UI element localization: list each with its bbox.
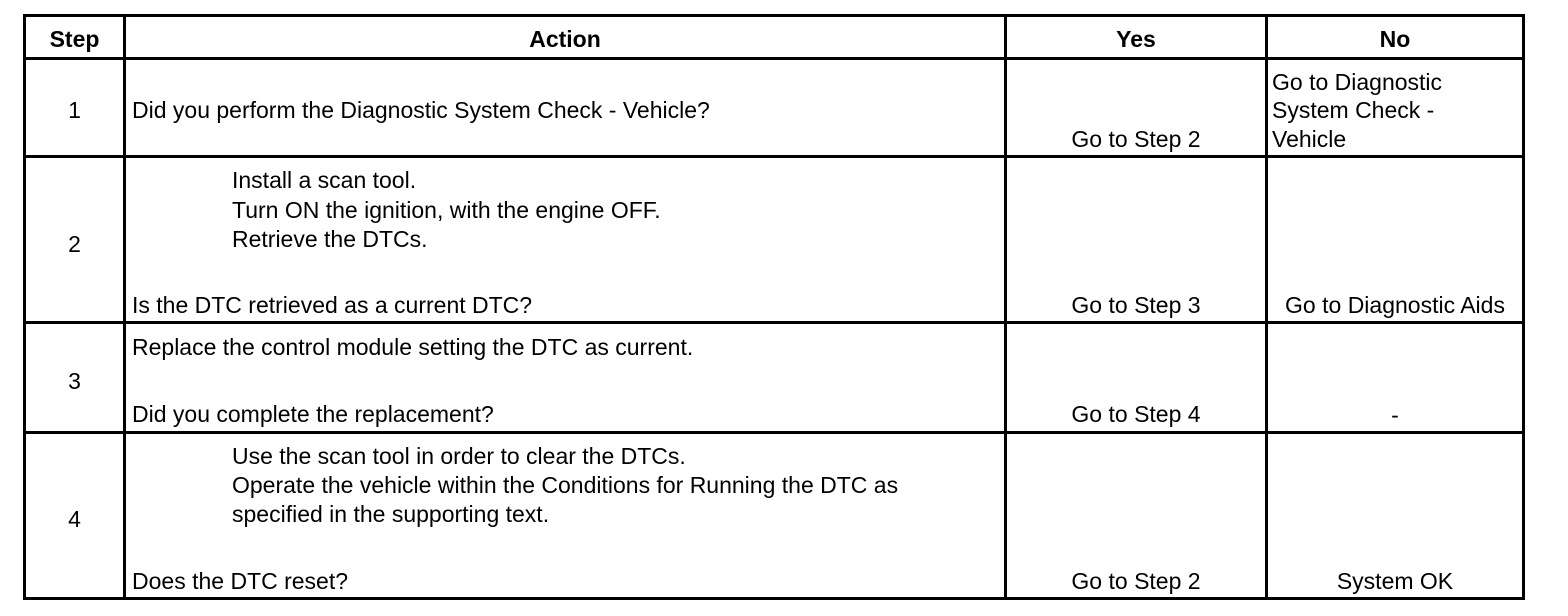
action-question: Is the DTC retrieved as a current DTC?	[132, 292, 533, 318]
yes-action: Go to Step 3	[1071, 292, 1201, 318]
no-action: Go to Diagnostic Aids	[1285, 292, 1505, 318]
action-instruction: specified in the supporting text.	[232, 501, 550, 527]
step-number: 3	[68, 368, 81, 394]
action-instruction: Operate the vehicle within the Conditions for Running the DTC as	[232, 472, 899, 498]
action-question: Did you complete the replacement?	[132, 401, 494, 427]
step-number: 1	[68, 97, 81, 123]
column-divider	[123, 17, 126, 597]
action-instruction: Turn ON the ignition, with the engine OFF.	[232, 197, 661, 223]
no-action-line: System Check -	[1272, 97, 1435, 123]
row-divider	[26, 155, 1522, 158]
step-number: 4	[68, 506, 81, 532]
yes-action: Go to Step 2	[1071, 568, 1201, 594]
action-instruction: Use the scan tool in order to clear the DTCs.	[232, 443, 686, 469]
step-number: 2	[68, 231, 81, 257]
row-divider	[26, 57, 1522, 60]
action-instruction: Retrieve the DTCs.	[232, 226, 428, 252]
no-action-line: Vehicle	[1272, 126, 1347, 152]
action-question: Does the DTC reset?	[132, 568, 349, 594]
header-action: Action	[529, 26, 601, 52]
row-divider	[26, 431, 1522, 434]
no-action: -	[1391, 402, 1399, 428]
row-divider	[26, 321, 1522, 324]
header-step: Step	[49, 26, 100, 52]
action-instruction: Install a scan tool.	[232, 167, 417, 193]
header-no: No	[1379, 26, 1411, 52]
action-question: Did you perform the Diagnostic System Check - Vehicle?	[132, 97, 710, 123]
diagnostic-table	[23, 14, 1525, 600]
yes-action: Go to Step 4	[1071, 401, 1201, 427]
header-yes: Yes	[1116, 26, 1156, 52]
action-instruction: Replace the control module setting the DTC as current.	[132, 334, 694, 360]
no-action-line: Go to Diagnostic	[1272, 69, 1443, 95]
no-action: System OK	[1336, 568, 1454, 594]
yes-action: Go to Step 2	[1071, 126, 1201, 152]
